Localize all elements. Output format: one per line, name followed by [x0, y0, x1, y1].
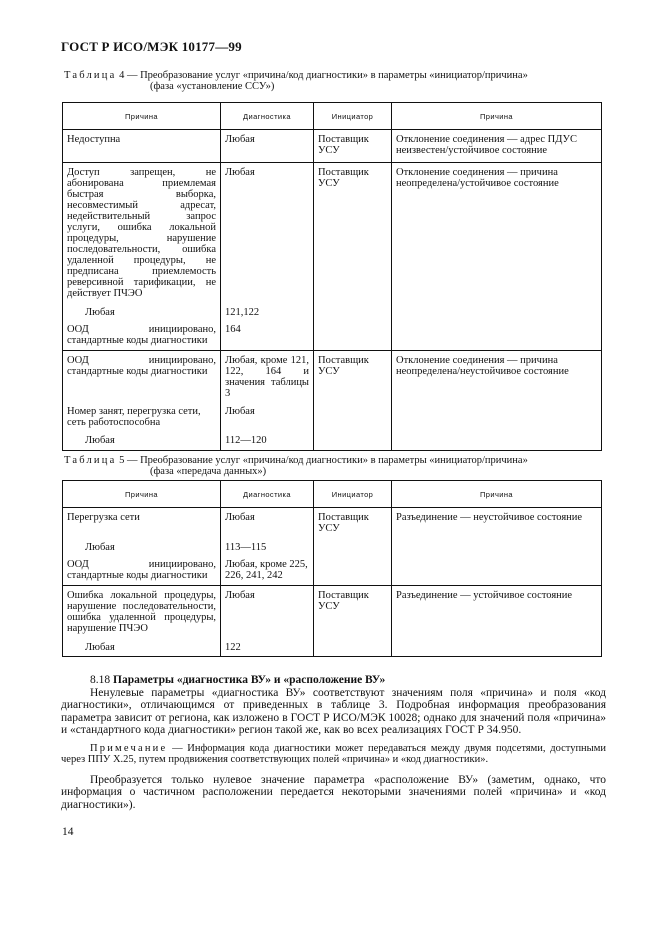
table4-header-result: Причина: [392, 103, 602, 130]
table5-header-diag: Диагностика: [221, 481, 314, 508]
table4-header-cause: Причина: [63, 103, 221, 130]
cell-diag: Любая: [221, 130, 314, 163]
table-row: [63, 536, 602, 555]
note-label: Примечание: [90, 742, 168, 754]
cell-result: Отклонение соединения — причина неопределена/неустойчивое состояние: [392, 351, 602, 402]
note-text: — Информация кода диагностики может передаваться между двумя подсетями, доступными через ППУ Х.25, путем продвижения соответствующих полей «причина» и «код диагностики».: [61, 742, 606, 765]
page-number: 14: [62, 826, 74, 838]
section-8-18: [61, 674, 606, 811]
cell-initiator: Поставщик УСУ: [314, 586, 392, 637]
table5-caption-number: 5: [119, 455, 125, 466]
cell-initiator: Поставщик УСУ: [314, 351, 392, 402]
table-row: [63, 401, 602, 430]
table4-caption-number: 4: [119, 70, 125, 81]
table4-header-initiator: Инициатор: [314, 103, 392, 130]
cell-diag: 121,122: [221, 301, 314, 320]
table5-caption-prefix: Таблица: [64, 455, 117, 466]
table5: [62, 480, 602, 657]
cell-cause: Любая: [63, 430, 221, 451]
cell-result: Отклонение соединения — адрес ПДУС неизвестен/устойчивое состояние: [392, 130, 602, 163]
section-heading: [61, 674, 606, 687]
cell-cause: ООД инициировано, стандартные коды диагностики: [63, 555, 221, 586]
cell-diag: Любая, кроме 121, 122, 164 и значения таблицы 3: [221, 351, 314, 402]
table4: [62, 102, 602, 451]
table-row: [63, 320, 602, 351]
cell-cause: Доступ запрещен, не абонирована приемлемая быстрая выборка, несовместимый адресат, недействительный запрос услуги, ошибка локальной процедуры, нарушение последовательности, ошибка удаленной процедуры, не предписана приемлемость реверсивной тарификации, не действует ПЧЭО: [63, 163, 221, 302]
table-row: [63, 430, 602, 451]
table-row: [63, 508, 602, 537]
table4-header-diag: Диагностика: [221, 103, 314, 130]
table4-caption-sub: (фаза «установление ССУ»): [150, 81, 275, 92]
table4-caption: [64, 70, 528, 92]
table-row: [63, 301, 602, 320]
table-row: [63, 555, 602, 586]
table5-header-row: [63, 481, 602, 508]
table4-header-row: [63, 103, 602, 130]
table5-caption-sub: (фаза «передача данных»): [150, 466, 267, 477]
table5-header-initiator: Инициатор: [314, 481, 392, 508]
cell-initiator: Поставщик УСУ: [314, 163, 392, 302]
cell-cause: Недоступна: [63, 130, 221, 163]
table4-caption-text: — Преобразование услуг «причина/код диагностики» в параметры «инициатор/причина»: [124, 70, 528, 81]
cell-diag: Любая: [221, 508, 314, 537]
cell-cause: Ошибка локальной процедуры, нарушение последовательности, ошибка удаленной процедуры, нарушение ПЧЭО: [63, 586, 221, 637]
table5-header-result: Причина: [392, 481, 602, 508]
cell-diag: Любая: [221, 163, 314, 302]
table5-header-cause: Причина: [63, 481, 221, 508]
standard-title: ГОСТ Р ИСО/МЭК 10177—99: [61, 39, 242, 54]
cell-diag: 164: [221, 320, 314, 351]
paragraph: Ненулевые параметры «диагностика ВУ» соответствуют значениям поля «причина» и поля «код диагностики», отличающимся от приведенных в таблице 3. Подробная информация преобразования параметра зависит от региона, как изложено в ГОСТ Р ИСО/МЭК 10028; однако для значений поля «причина» и «стандартного кода диагностики» регион такой же, как во всех реализациях ГОСТ Р 34.950.: [61, 686, 606, 736]
table5-caption-text: — Преобразование услуг «причина/код диагностики» в параметры «инициатор/причина»: [124, 455, 528, 466]
cell-cause: Перегрузка сети: [63, 508, 221, 537]
note: [61, 743, 606, 766]
table-row: [63, 163, 602, 302]
section-number: 8.18: [90, 674, 111, 686]
cell-cause: ООД инициировано, стандартные коды диагностики: [63, 320, 221, 351]
table-row: [63, 351, 602, 402]
table-row: [63, 130, 602, 163]
cell-diag: Любая, кроме 225, 226, 241, 242: [221, 555, 314, 586]
cell-diag: 122: [221, 636, 314, 657]
table5-caption: [64, 455, 528, 477]
cell-cause: ООД инициировано, стандартные коды диагностики: [63, 351, 221, 402]
table4-caption-prefix: Таблица: [64, 70, 117, 81]
cell-diag: 113—115: [221, 536, 314, 555]
cell-cause: Любая: [63, 536, 221, 555]
cell-cause: Любая: [63, 636, 221, 657]
table-row: [63, 636, 602, 657]
cell-cause: Номер занят, перегрузка сети, сеть работоспособна: [63, 401, 221, 430]
cell-cause: Любая: [63, 301, 221, 320]
cell-result: Разъединение — устойчивое состояние: [392, 586, 602, 637]
cell-result: Отклонение соединения — причина неопределена/устойчивое состояние: [392, 163, 602, 302]
paragraph: Преобразуется только нулевое значение параметра «расположение ВУ» (заметим, однако, что информация о частичном расположении передается некоторыми значениями полей «причина» и «код диагностики»).: [61, 773, 606, 811]
section-heading-text: Параметры «диагностика ВУ» и «расположение ВУ»: [113, 674, 386, 686]
cell-initiator: Поставщик УСУ: [314, 508, 392, 537]
table-row: [63, 586, 602, 637]
cell-diag: 112—120: [221, 430, 314, 451]
cell-diag: Любая: [221, 586, 314, 637]
cell-initiator: Поставщик УСУ: [314, 130, 392, 163]
cell-diag: Любая: [221, 401, 314, 430]
cell-result: Разъединение — неустойчивое состояние: [392, 508, 602, 537]
